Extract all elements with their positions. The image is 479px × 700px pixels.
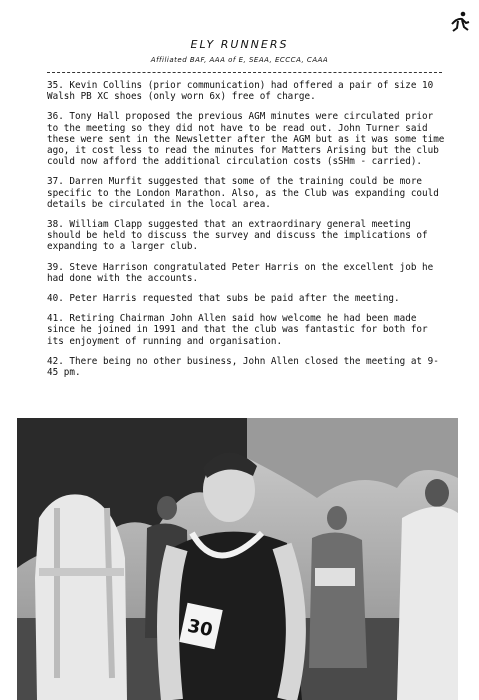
race-photo <box>17 418 458 700</box>
minute-item-40: 40. Peter Harris requested that subs be paid after the meeting. <box>47 293 400 305</box>
minute-item-36: 36. Tony Hall proposed the previous AGM minutes were circulated prior to the meeting so they did not have to be read out. John Turner said these were sent in the Newsletter after the AGM but as it was some time ago, it cost less to read the minutes for Matters Arising but the club could now afford the additional circulation costs (sSHm - carried). <box>47 111 445 168</box>
minute-item-42: 42. There being no other business, John Allen closed the meeting at 9-45 pm. <box>47 355 439 379</box>
minute-item-41: 41. Retiring Chairman John Allen said how welcome he had been made since he joined in 1991 and that the club was fantastic for both for its enjoyment of running and organisation. <box>47 313 428 347</box>
minute-item-35: 35. Kevin Collins (prior communication) had offered a pair of size 10 Walsh PB XC shoes (only worn 6x) free of charge. <box>47 80 434 103</box>
minute-item-38: 38. William Clapp suggested that an extraordinary general meeting should be held to discuss the survey and discuss the implications of expanding to a larger club. <box>47 219 428 253</box>
bib-number: 30 <box>185 615 215 642</box>
minutes-body <box>47 80 447 387</box>
header-divider <box>47 72 442 73</box>
affiliation-line: Affiliated BAF, AAA of E, SEAA, ECCCA, CAAA <box>150 56 329 64</box>
minute-item-37: 37. Darren Murfit suggested that some of the training could be more specific to the London Marathon. Also, as the Club was expanding could details be circulated in the local area. <box>47 176 439 210</box>
club-name-title: ELY RUNNERS <box>190 38 289 51</box>
runner-logo-icon <box>449 10 471 32</box>
minute-item-39: 39. Steve Harrison congratulated Peter Harris on the excellent job he had done with the accounts. <box>47 261 434 284</box>
